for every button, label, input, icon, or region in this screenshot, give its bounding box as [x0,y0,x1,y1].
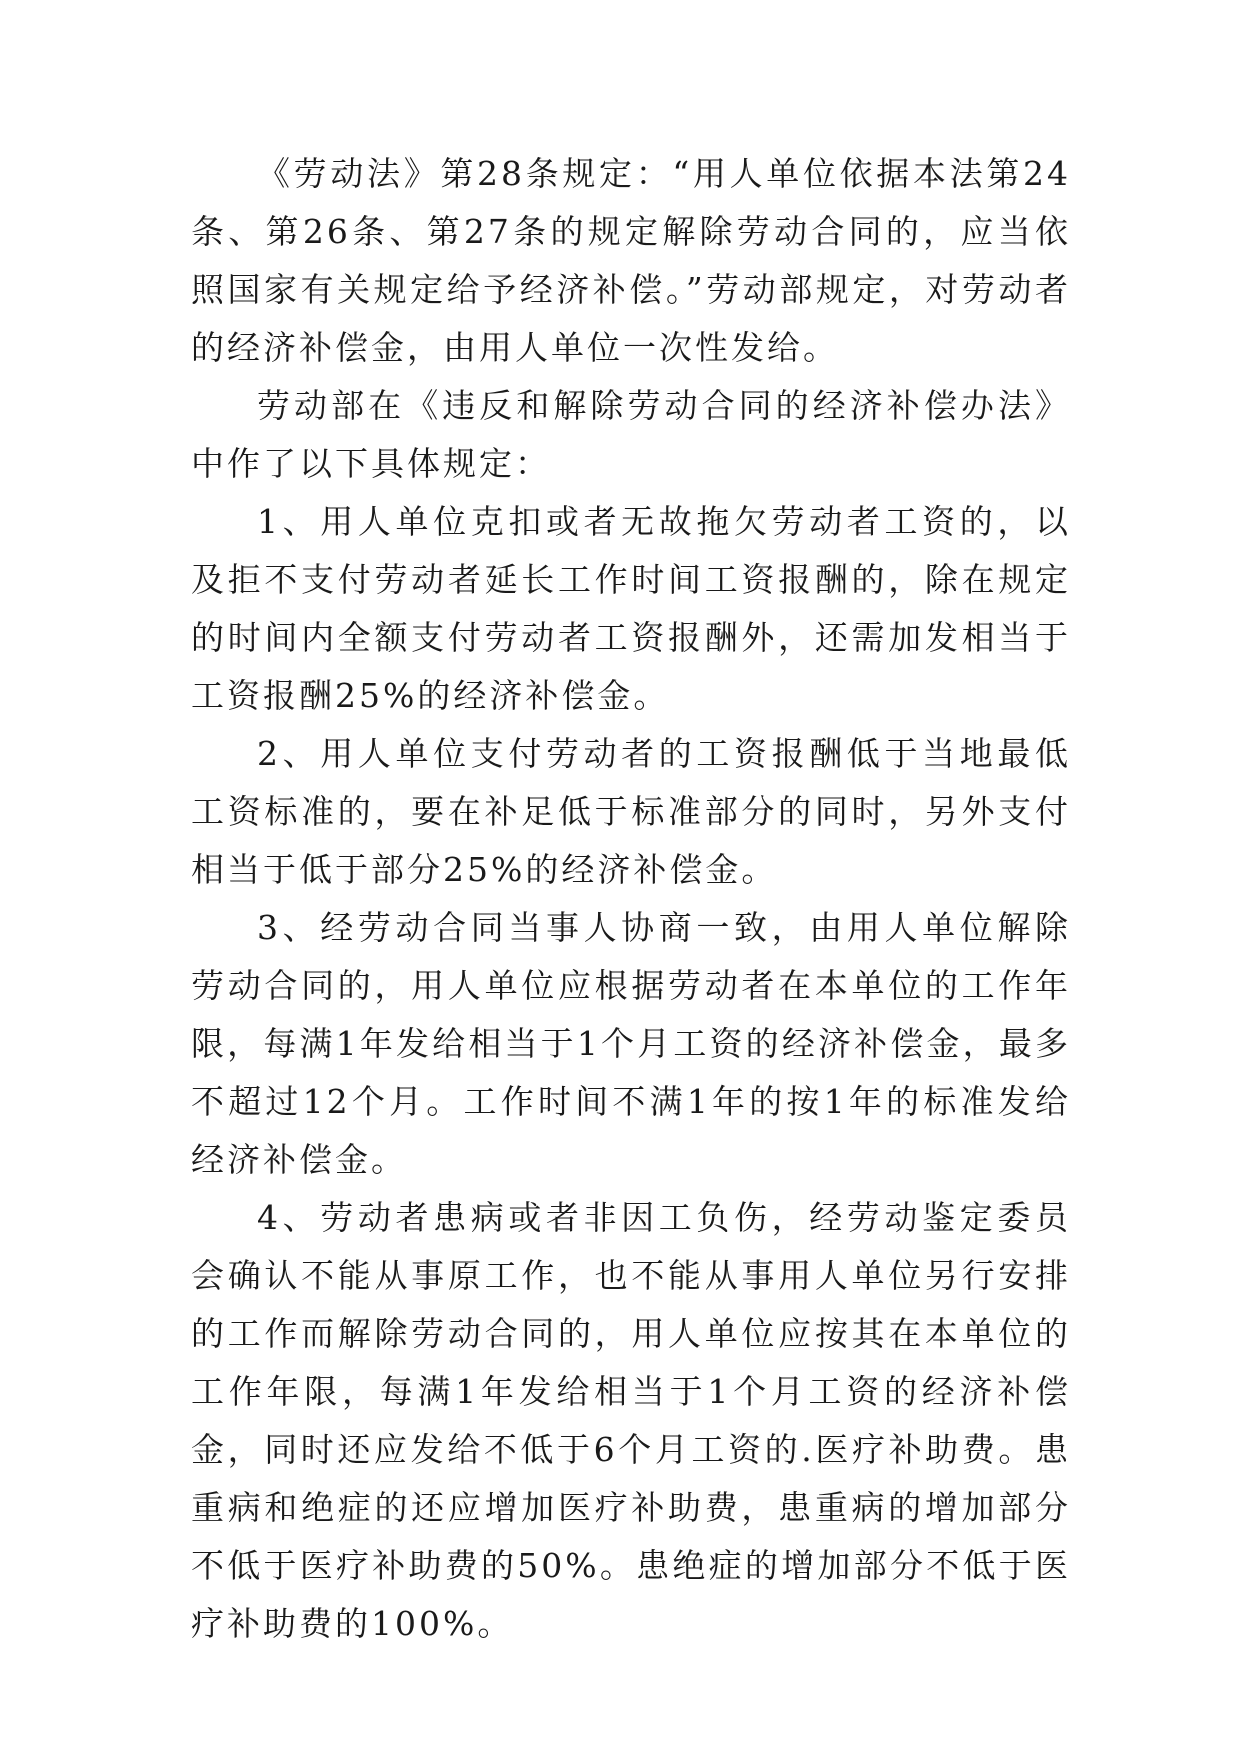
paragraph-provision-4: 4、劳动者患病或者非因工负伤，经劳动鉴定委员会确认不能从事原工作，也不能从事用人单位另行安排的工作而解除劳动合同的，用人单位应按其在本单位的工作年限，每满1年发给相当于1个月工资的经济补偿金，同时还应发给不低于6个月工资的.医疗补助费。患重病和绝症的还应增加医疗补助费，患重病的增加部分不低于医疗补助费的50%。患绝症的增加部分不低于医疗补助费的100%。 [191,1198,1071,1643]
paragraph-labor-law-article-28: 《劳动法》第28条规定：“用人单位依据本法第24条、第26条、第27条的规定解除劳动合同的，应当依照国家有关规定给予经济补偿。”劳动部规定，对劳动者的经济补偿金，由用人单位一次性发给。 [191,154,1071,367]
document-body [191,145,1071,1653]
paragraph-provision-2: 2、用人单位支付劳动者的工资报酬低于当地最低工资标准的，要在补足低于标准部分的同时，另外支付相当于低于部分25%的经济补偿金。 [191,734,1071,889]
paragraph-provision-3: 3、经劳动合同当事人协商一致，由用人单位解除劳动合同的，用人单位应根据劳动者在本单位的工作年限，每满1年发给相当于1个月工资的经济补偿金，最多不超过12个月。工作时间不满1年的按1年的标准发给经济补偿金。 [191,908,1071,1179]
paragraph-provision-1: 1、用人单位克扣或者无故拖欠劳动者工资的，以及拒不支付劳动者延长工作时间工资报酬的，除在规定的时间内全额支付劳动者工资报酬外，还需加发相当于工资报酬25%的经济补偿金。 [191,502,1071,715]
paragraph-ministry-provisions-intro: 劳动部在《违反和解除劳动合同的经济补偿办法》中作了以下具体规定： [191,386,1071,483]
